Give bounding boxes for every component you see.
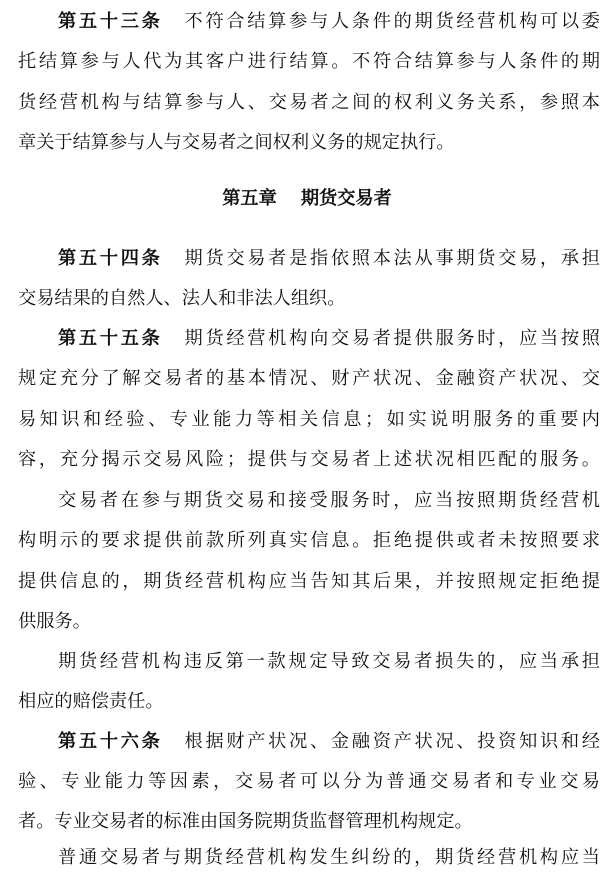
article-54-line-2: 交易结果的自然人、法人和非法人组织。 — [18, 288, 346, 309]
article-55-para2-line-2: 构明示的要求提供前款所列真实信息。拒绝提供或者未按照要求 — [18, 530, 600, 551]
article-56-line-3: 者。专业交易者的标准由国务院期货监督管理机构规定。 — [18, 811, 473, 832]
article-53-line-3: 货经营机构与结算参与人、交易者之间的权利义务关系，参照本 — [18, 92, 600, 113]
article-55-line-3: 易知识和经验、专业能力等相关信息；如实说明服务的重要内 — [18, 409, 600, 430]
article-55-para2-line-1: 交易者在参与期货交易和接受服务时，应当按照期货经营机 — [58, 490, 600, 511]
article-55-para3-line-2: 相应的赔偿责任。 — [18, 691, 164, 712]
article-56-line-2: 验、专业能力等因素，交易者可以分为普通交易者和专业交易 — [18, 771, 600, 792]
article-53-line-2: 托结算参与人代为其客户进行结算。不符合结算参与人条件的期 — [18, 51, 600, 72]
article-55-para2-line-3: 提供信息的，期货经营机构应当告知其后果，并按照规定拒绝提 — [18, 571, 600, 592]
article-53-line-1: 第五十三条 不符合结算参与人条件的期货经营机构可以委 — [58, 11, 600, 32]
article-54-label: 第五十四条 — [58, 248, 163, 269]
chapter-heading — [0, 179, 614, 219]
article-55-para3-line-1: 期货经营机构违反第一款规定导致交易者损失的，应当承担 — [58, 651, 600, 672]
article-55-line-4: 容，充分揭示交易风险；提供与交易者上述状况相匹配的服务。 — [18, 449, 600, 470]
article-53-label: 第五十三条 — [58, 11, 163, 32]
chapter-title: 期货交易者 — [300, 188, 392, 209]
article-55-line-1: 第五十五条 期货经营机构向交易者提供服务时，应当按照 — [58, 328, 600, 349]
chapter-number: 第五章 — [222, 188, 277, 209]
article-54-line-1: 第五十四条 期货交易者是指依照本法从事期货交易，承担 — [58, 248, 600, 269]
article-55-line-2: 规定充分了解交易者的基本情况、财产状况、金融资产状况、交 — [18, 368, 600, 389]
article-56-line-1: 第五十六条 根据财产状况、金融资产状况、投资知识和经 — [58, 731, 600, 752]
article-56-para2-line-1: 普通交易者与期货经营机构发生纠纷的，期货经营机构应当 — [58, 847, 600, 868]
article-56-label: 第五十六条 — [58, 731, 163, 752]
article-55-label: 第五十五条 — [58, 328, 163, 349]
article-53-line-4: 章关于结算参与人与交易者之间权利义务的规定执行。 — [18, 132, 455, 153]
article-55-para2-line-4: 供服务。 — [18, 611, 91, 632]
